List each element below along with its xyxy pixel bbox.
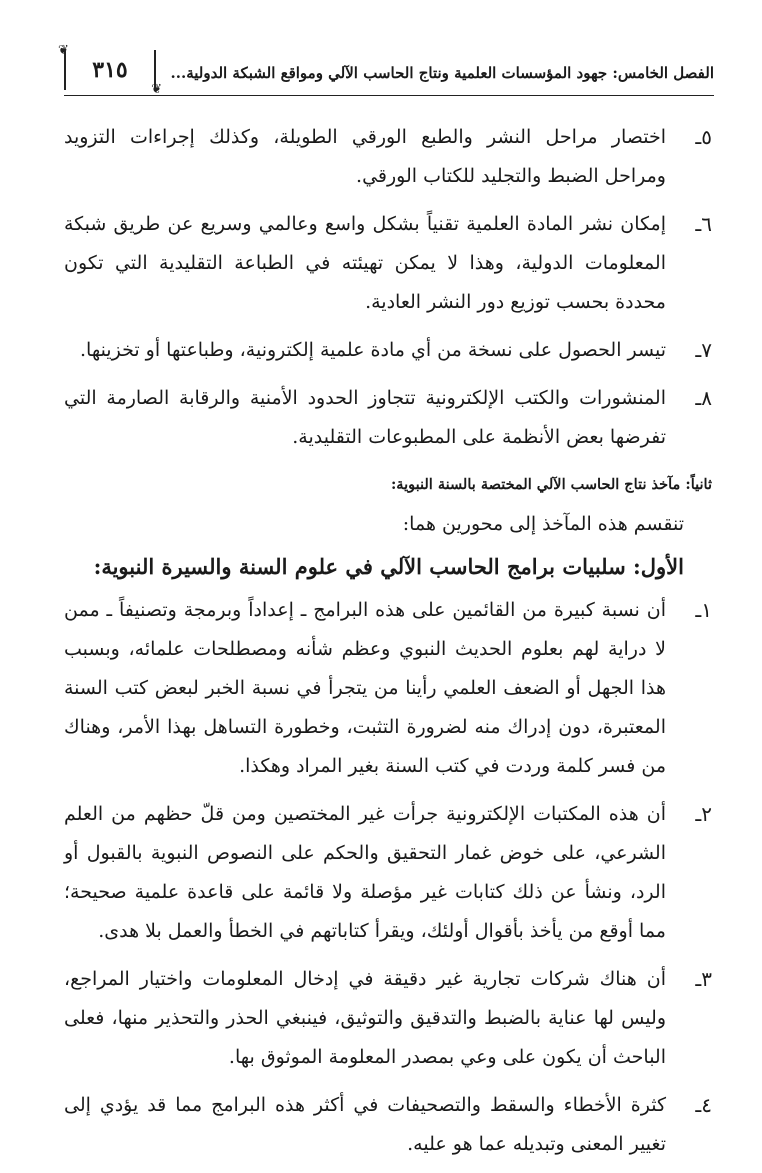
ornament-icon: ❦ xyxy=(58,43,69,58)
item-text: تيسر الحصول على نسخة من أي مادة علمية إلكترونية، وطباعتها أو تخزينها. xyxy=(79,339,666,361)
section-heading: ثانياً: مآخذ نتاج الحاسب الآلي المختصة بالسنة النبوية: xyxy=(390,476,712,493)
item-text: كثرة الأخطاء والسقط والتصحيفات في أكثر هذه البرامج مما قد يؤدي إلى تغيير المعنى وتبديله عما هو عليه. xyxy=(64,1094,666,1155)
item-text: إمكان نشر المادة العلمية تقنياً بشكل واسع وعالمي وسريع عن طريق شبكة المعلومات الدولية، وهذا لا يمكن تهيئته في الطباعة التقليدية التي تكون محددة بحسب توزيع دور النشر العادية. xyxy=(64,213,666,313)
list-item xyxy=(64,960,712,1077)
list-item xyxy=(64,795,712,951)
section-intro: تنقسم هذه المآخذ إلى محورين هما: xyxy=(402,513,684,535)
item-number: ٦ـ xyxy=(695,212,712,236)
header-divider xyxy=(64,95,714,96)
item-text: أن هذه المكتبات الإلكترونية جرأت غير المختصين ومن قلّ حظهم من العلم الشرعي، على خوض غمار التحقيق والحكم على النصوص النبوية بالقبول أو الرد، ونشأ عن ذلك كتابات غير مؤصلة ولا قائمة على قاعدة علمية صحيحة؛ مما أوقع من يأخذ بأقوال أولئك، ويقرأ كتاباتهم في الخطأ والعمل بلا هدى. xyxy=(64,803,666,942)
item-number: ٧ـ xyxy=(695,338,712,362)
item-text: أن هناك شركات تجارية غير دقيقة في إدخال المعلومات واختيار المراجع، وليس لها عناية بالضبط والتدقيق والتوثيق، فينبغي الحذر والتحذير منها، فعلى الباحث أن يكون على وعي بمصدر المعلومة الموثوق بها. xyxy=(64,968,666,1068)
item-text: أن نسبة كبيرة من القائمين على هذه البرامج ـ إعداداً وبرمجة وتصنيفاً ـ ممن لا دراية لهم بعلوم الحديث النبوي وعظم شأنه ومصطلحات علمائه، وبسبب هذا الجهل أو الضعف العلمي رأينا من يتجرأ في نسبة الخبر لبعض كتب السنة المعتبرة، دون إدراك منه لضرورة التثبت، وخطورة التساهل بهذا الأمر، وهناك من فسر كلمة وردت في كتب السنة بغير المراد وهكذا. xyxy=(64,599,666,777)
list-item xyxy=(64,205,712,322)
item-text: اختصار مراحل النشر والطبع الورقي الطويلة، وكذلك إجراءات التزويد ومراحل الضبط والتجليد للكتاب الورقي. xyxy=(64,126,666,187)
ornament-icon: ❦ xyxy=(151,82,162,97)
subsection-heading: الأول: سلبيات برامج الحاسب الآلي في علوم السنة والسيرة النبوية: xyxy=(93,554,684,579)
item-number: ٤ـ xyxy=(695,1093,712,1117)
list-item xyxy=(64,118,712,196)
item-number: ٥ـ xyxy=(695,125,712,149)
list-item xyxy=(64,591,712,786)
chapter-title: الفصل الخامس: جهود المؤسسات العلمية ونتاج الحاسب الآلي ومواقع الشبكة الدولية... xyxy=(170,64,714,82)
item-number: ٨ـ xyxy=(695,386,712,410)
item-text: المنشورات والكتب الإلكترونية تتجاوز الحدود الأمنية والرقابة الصارمة التي تفرضها بعض الأنظمة على المطبوعات التقليدية. xyxy=(64,387,666,448)
list-item xyxy=(64,1086,712,1164)
list-item xyxy=(64,379,712,457)
page-body xyxy=(64,118,712,1173)
list-item xyxy=(64,331,712,370)
page-number-frame xyxy=(58,43,162,97)
item-number: ٢ـ xyxy=(695,802,712,826)
running-header xyxy=(58,43,714,97)
item-number: ٣ـ xyxy=(695,967,712,991)
item-number: ١ـ xyxy=(695,598,712,622)
page-number: ٣١٥ xyxy=(92,57,128,83)
